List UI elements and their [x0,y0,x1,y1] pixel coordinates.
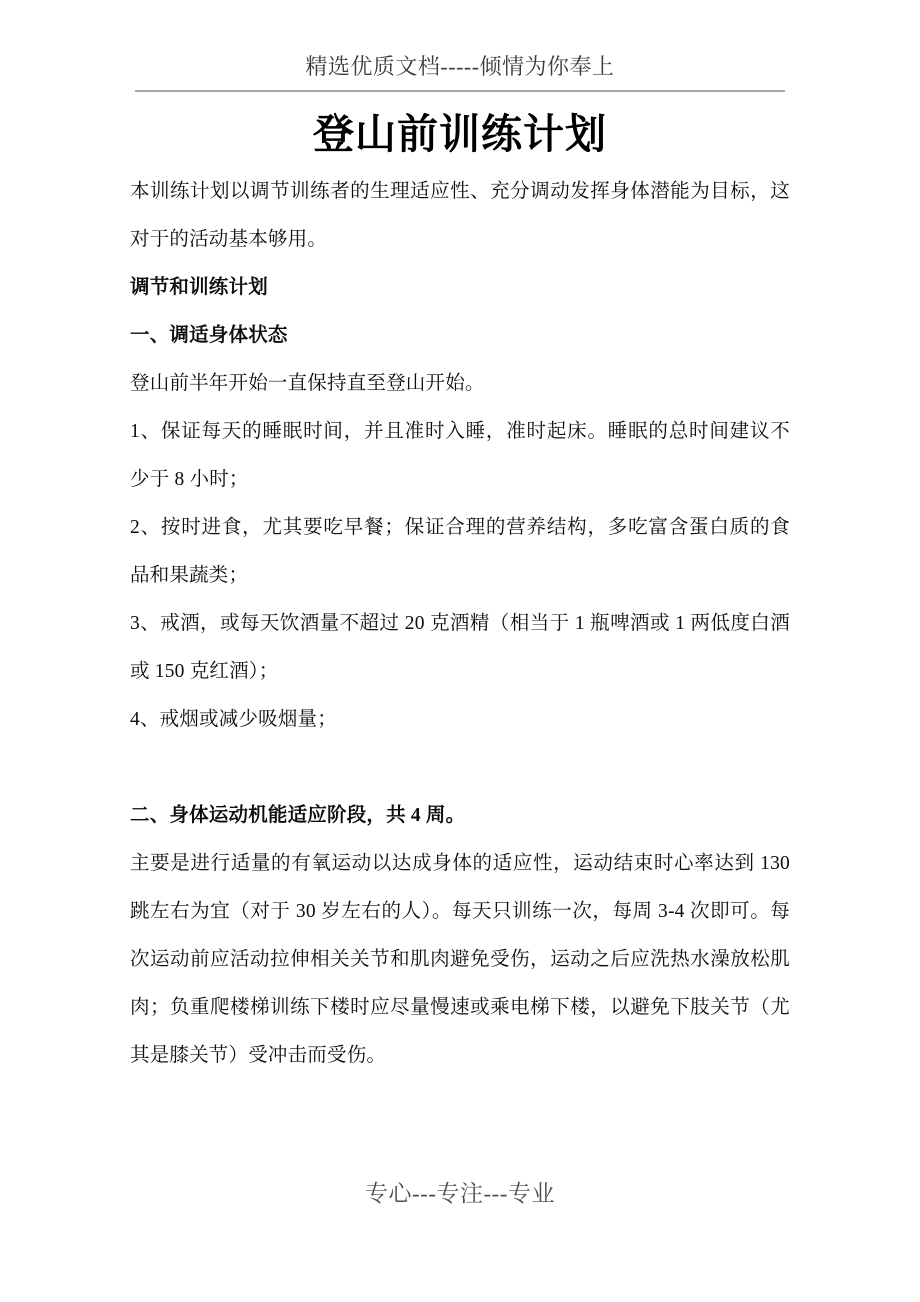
paragraph: 3、戒酒，或每天饮酒量不超过 20 克酒精（相当于 1 瓶啤酒或 1 两低度白酒或 150 克红酒）； [130,613,790,682]
paragraph: 4、戒烟或减少吸烟量； [130,709,337,730]
section-heading: 二、身体运动机能适应阶段，共 4 周。 [130,805,466,826]
section-heading: 调节和训练计划 [130,277,268,298]
footer-slogan: 专心---专注---专业 [365,1181,555,1206]
paragraph: 本训练计划以调节训练者的生理适应性、充分调动发挥身体潜能为目标，这对于的活动基本够用。 [130,181,790,250]
paragraph-spacer [130,744,790,792]
document-body [130,168,790,1080]
page-header [0,52,920,82]
paragraph: 登山前半年开始一直保持直至登山开始。 [130,373,485,394]
page-title: 登山前训练计划 [313,111,607,157]
paragraph: 主要是进行适量的有氧运动以达成身体的适应性，运动结束时心率达到 130 跳左右为宜（对于 30 岁左右的人）。每天只训练一次，每周 3-4 次即可。每次运动前应活动拉伸相关关节和肌肉避免受伤，运动之后应洗热水澡放松肌肉；负重爬楼梯训练下楼时应尽量慢速或乘电梯下楼，以避免下肢关节（尤其是膝关节）受冲击而受伤。 [130,853,790,1066]
header-divider [135,90,785,92]
paragraph: 1、保证每天的睡眠时间，并且准时入睡，准时起床。睡眠的总时间建议不少于 8 小时； [130,421,790,490]
header-slogan: 精选优质文档-----倾情为你奉上 [305,54,615,79]
section-heading: 一、调适身体状态 [130,325,288,346]
paragraph: 2、按时进食，尤其要吃早餐；保证合理的营养结构，多吃富含蛋白质的食品和果蔬类； [130,517,790,586]
